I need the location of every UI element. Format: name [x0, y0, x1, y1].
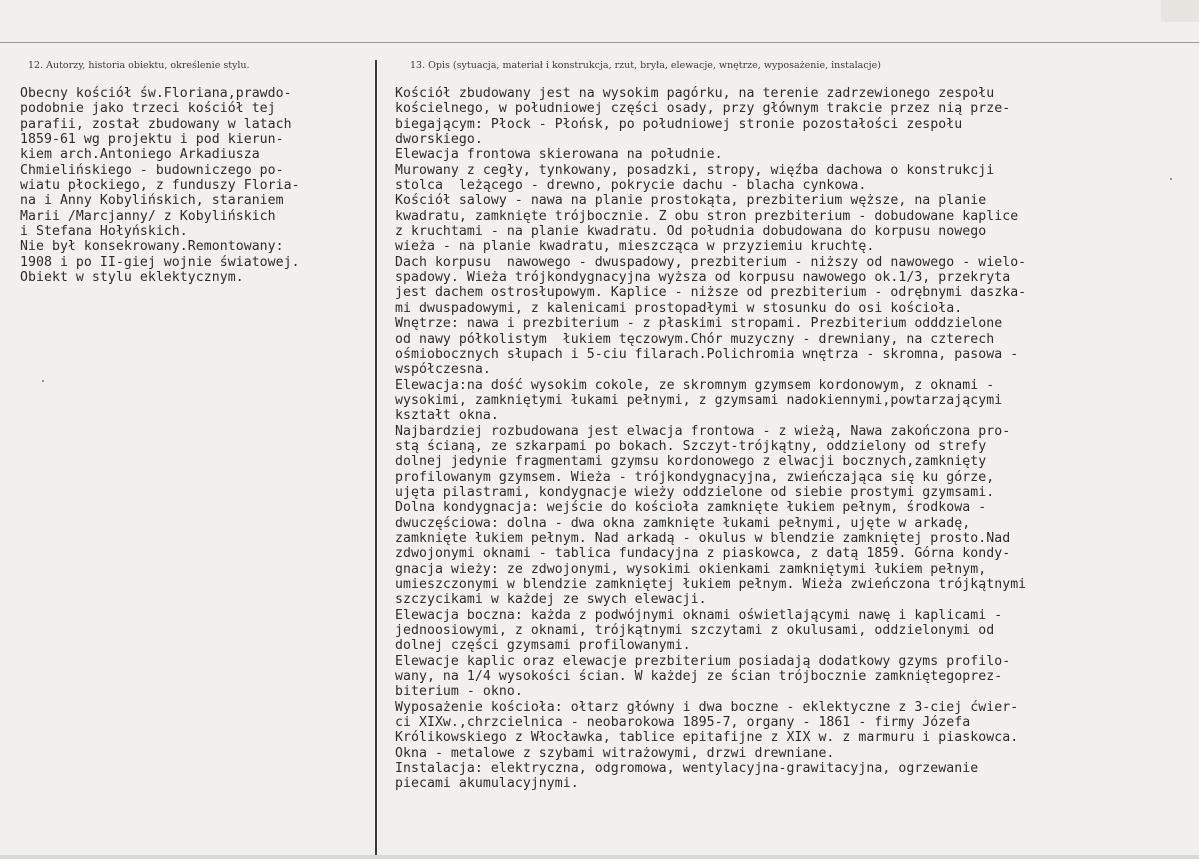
paper-speck — [42, 380, 44, 382]
section-12-heading: 12. Autorzy, historia obiektu, określenie stylu. — [28, 60, 250, 71]
description-text: Kościół zbudowany jest na wysokim pagórku, na terenie zadrzewionego zespołu kościelnego, w południowej części osady, przy głównym trakcie przez nią prze- biegającym: Płock - Płońsk, po południowej stronie pozostałości zespołu dworskiego. Elewacja frontowa skierowana na południe. Murowany z cegły, tynkowany, posadzki, stropy, więźba dachowa o konstrukcji stolca leżącego - drewno, pokrycie dachu - blacha cynkowa. Kościół salowy - nawa na planie prostokąta, prezbiterium węższe, na planie kwadratu, zamknięte trójbocznie. Z obu stron prezbiterium - dobudowane kaplice z kruchtami - na planie kwadratu. Od południa dobudowana do korpusu nowego wieża - na planie kwadratu, mieszcząca w przyziemiu kruchtę. Dach korpusu nawowego - dwuspadowy, prezbiterium - niższy od nawowego - wielo- spadowy. Wieża trójkondygnacyjna wyższa od korpusu nawowego ok.1/3, przekryta jest dachem ostrosłupowym. Kaplice - niższe od prezbiterium - odrębnymi daszka- mi dwuspadowymi, z kalenicami prostopadłymi w stosunku do osi kościoła. Wnętrze: nawa i prezbiterium - z płaskimi stropami. Prezbiterium odddzielone od nawy półkolistym łukiem tęczowym.Chór muzyczny - drewniany, na czterech ośmiobocznych słupach i 5-ciu filarach.Polichromia wnętrza - skromna, pasowa - współczesna. Elewacja:na dość wysokim cokole, ze skromnym gzymsem kordonowym, z oknami - wysokimi, zamkniętymi łukami pełnymi, z gzymsami nadokiennymi,powtarzającymi kształt okna. Najbardziej rozbudowana jest elwacja frontowa - z wieżą, Nawa zakończona pro- stą ścianą, ze szkarpami po bokach. Szczyt-trójkątny, oddzielony od strefy dolnej jedynie fragmentami gzymsu kordonowego z elwacji bocznych,zamknięty profilowanym gzymsem. Wieża - trójkondygnacyjna, zwieńczająca się ku górze, ujęta pilastrami, kondygnacje wieży oddzielone od siebie prostymi gzymsami. Dolna kondygnacja: wejście do kościoła zamknięte łukiem pełnym, środkowa - dwuczęściowa: dolna - dwa okna zamknięte łukami pełnymi, ujęte w arkadę, zamknięte łukiem pełnym. Nad arkadą - okulus w blendzie zamkniętej prosto.Nad zdwojonymi oknami - tablica fundacyjna z piaskowca, z datą 1859. Górna kondy- gnacja wieży: ze zdwojonymi, wysokimi okienkami zamkniętymi łukiem pełnym, umieszczonymi w blendzie zamkniętej łukiem pełnym. Wieża zwieńczona trójkątnymi szczycikami w każdej ze swych elewacji. Elewacja boczna: każda z podwójnymi oknami oświetlającymi nawę i kaplicami - jednoosiowymi, z oknami, trójkątnymi szczytami z okulusami, oddzielonymi od dolnej części gzymsami profilowanymi. Elewacje kaplic oraz elewacje prezbiterium posiadają dodatkowy gzyms profilo- wany, na 1/4 wysokości ścian. W każdej ze ścian trójbocznie zamkniętegoprez- biterium - okno. Wyposażenie kościoła: ołtarz główny i dwa boczne - eklektyczne z 3-ciej ćwier- ci XIXw.,chrzcielnica - neobarokowa 1895-7, organy - 1861 - firmy Józefa Królikowskiego z Włocławka, tablice epitafijne z XIX w. z marmuru i piaskowca. Okna - metalowe z szybami witrażowymi, drzwi drewniane. Instalacja: elektryczna, odgromowa, wentylacyjna-grawitacyjna, ogrzewanie piecami akumulacyjnymi. — [395, 86, 1027, 792]
page-bottom-edge — [0, 855, 1199, 859]
top-rule-line — [0, 42, 1199, 43]
section-13-heading: 13. Opis (sytuacja, materiał i konstrukcja, rzut, bryła, elewacje, wnętrze, wyposażenie, instalacje) — [410, 60, 881, 71]
paper-speck — [1170, 178, 1172, 180]
page-corner — [1161, 0, 1199, 22]
column-divider — [375, 60, 377, 855]
history-text: Obecny kościół św.Floriana,prawdo- podobnie jako trzeci kościół tej parafii, został zbudowany w latach 1859-61 wg projektu i pod kierun- kiem arch.Antoniego Arkadiusza Chmielińskiego - budowniczego po- wiatu płockiego, z funduszy Floria- na i Anny Kobylińskich, staraniem Marii /Marcjanny/ z Kobylińskich i Stefana Hołyńskich. Nie był konsekrowany.Remontowany: 1908 i po II-giej wojnie światowej. Obiekt w stylu eklektycznym. — [20, 86, 300, 286]
